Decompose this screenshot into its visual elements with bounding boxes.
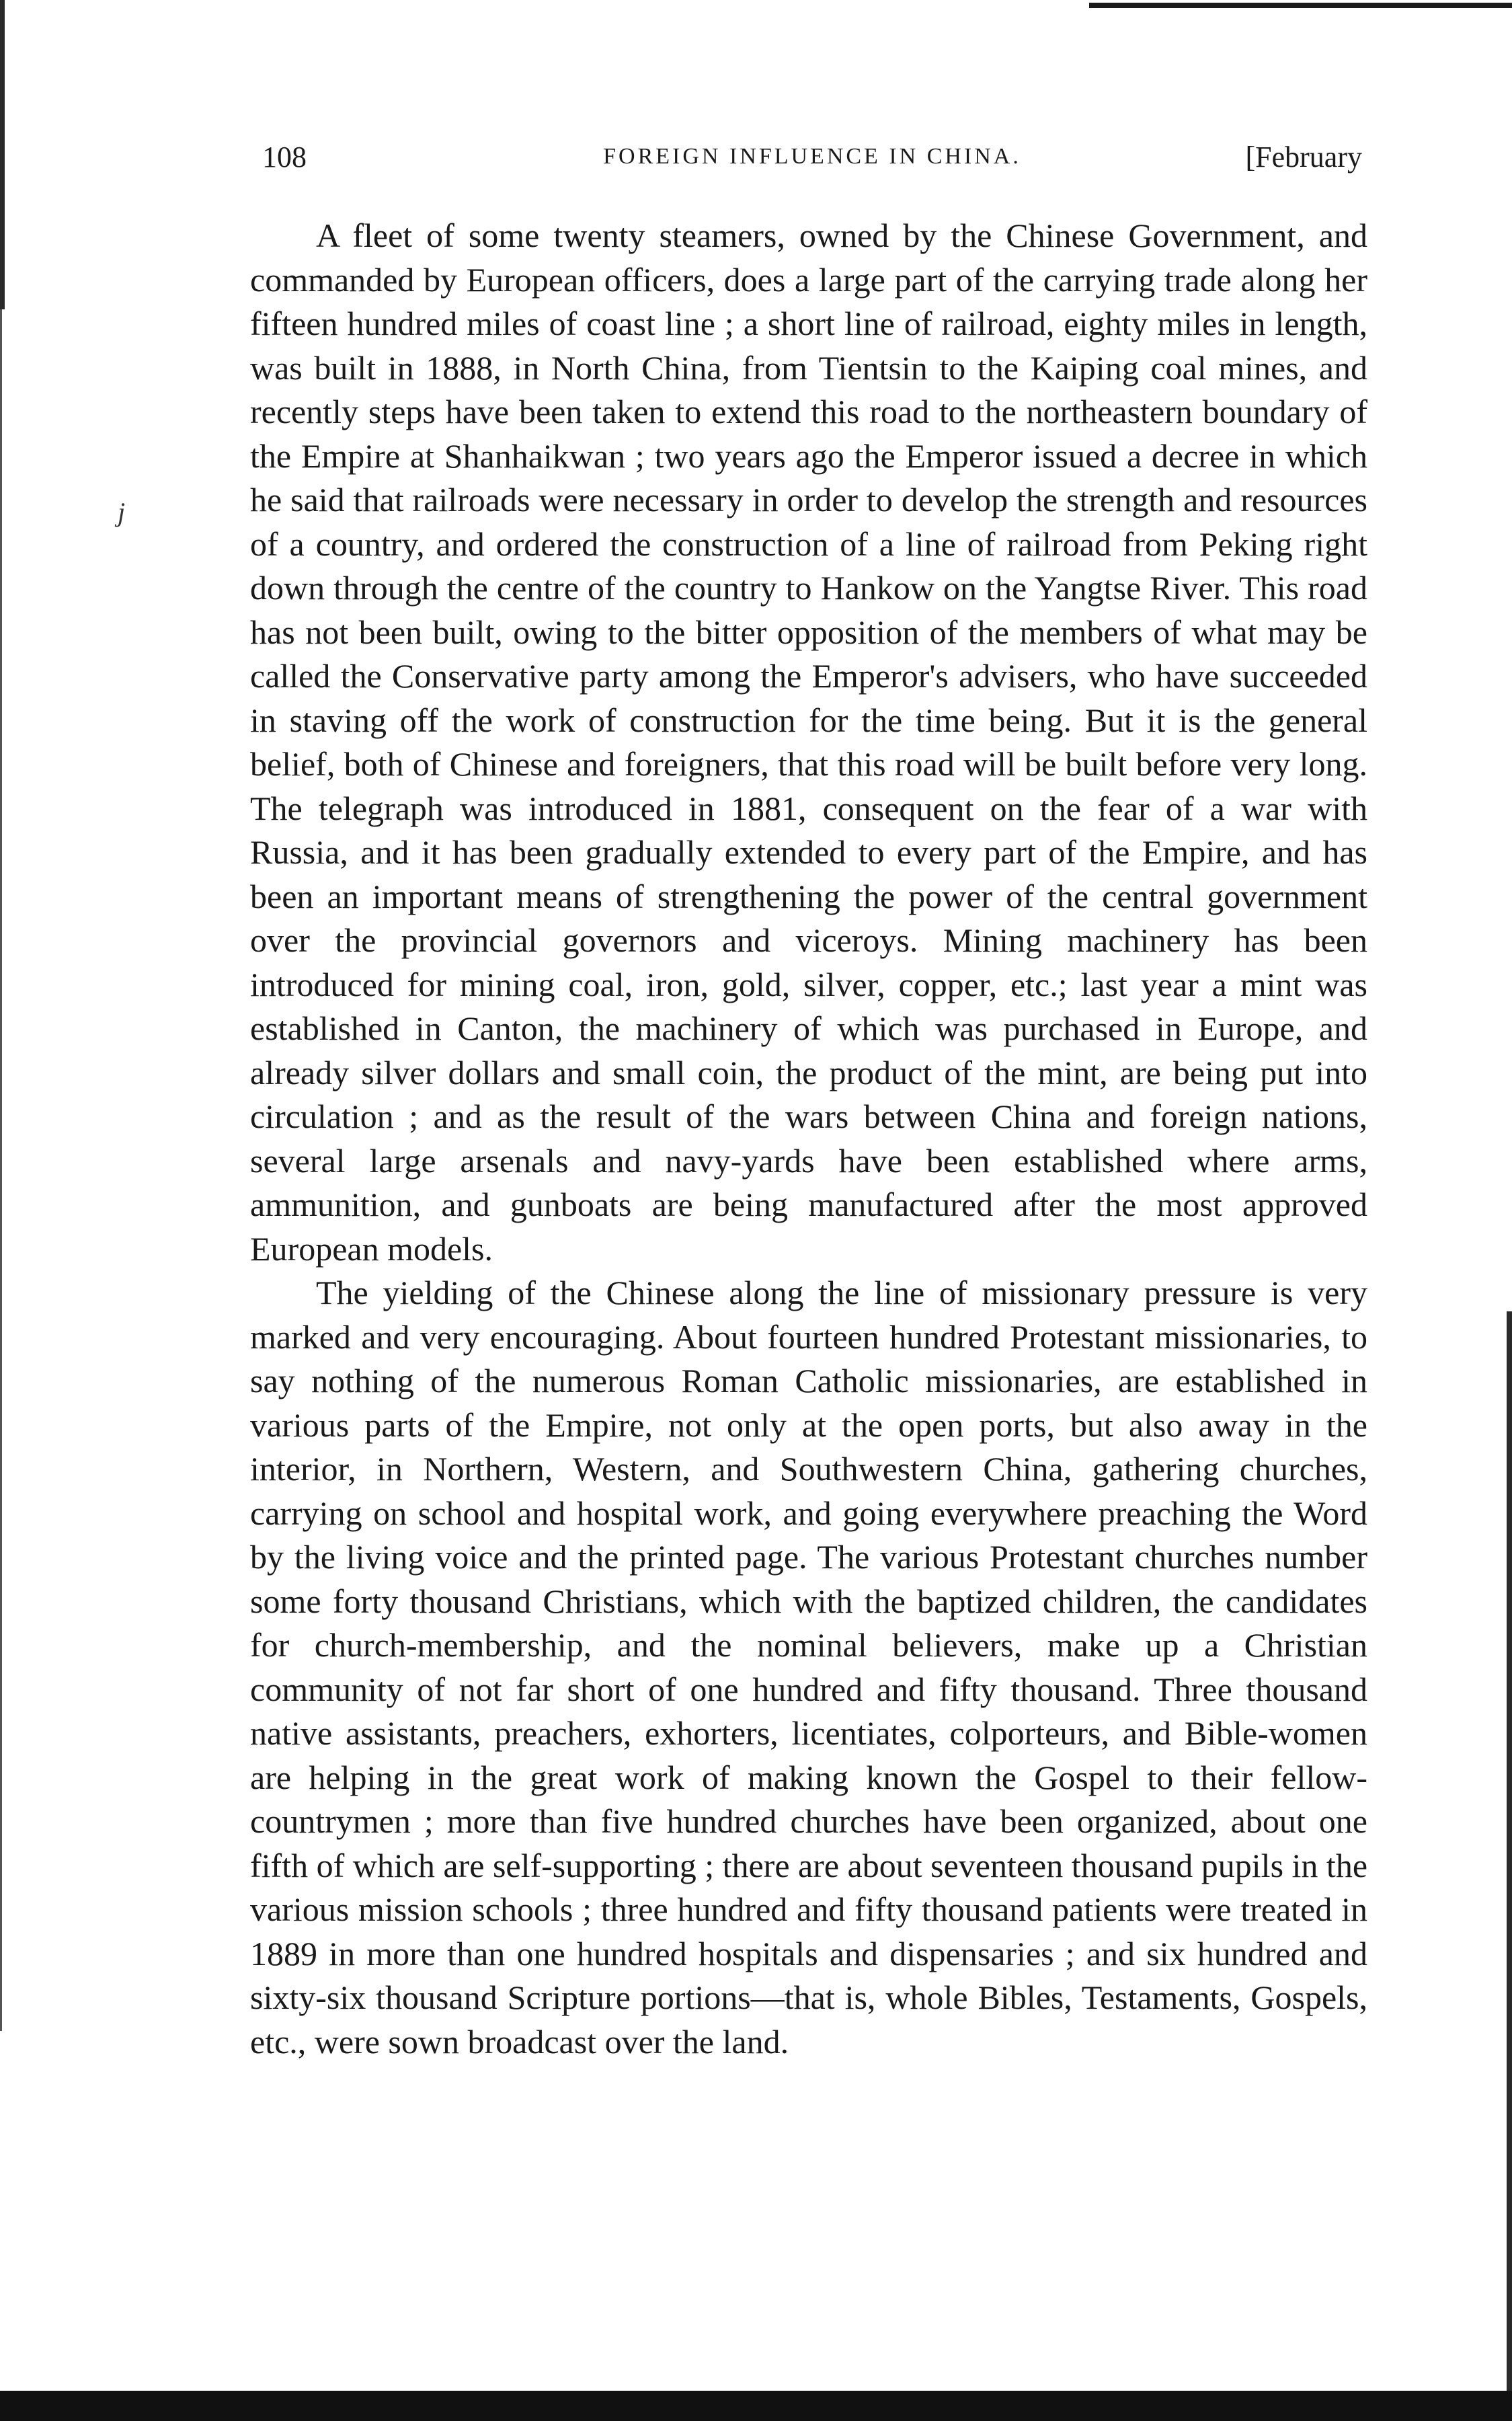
scan-left-edge-lower	[0, 309, 2, 2031]
article-body	[250, 214, 1367, 2064]
scan-top-edge	[1089, 3, 1512, 8]
scan-bottom-edge	[0, 2391, 1512, 2421]
page-number: 108	[262, 141, 307, 174]
running-date: [February	[1245, 141, 1362, 174]
paragraph-1: A fleet of some twenty steamers, owned by the Chinese Government, and commanded by European officers, does a large part of the carrying trade along her fifteen hundred miles of coast line ; a short line of railroad, eighty miles in length, was built in 1888, in North China, from Tientsin to the Kaiping coal mines, and recently steps have been taken to extend this road to the northeastern boundary of the Empire at Shanhaikwan ; two years ago the Emperor issued a decree in which he said that railroads were necessary in order to develop the strength and resources of a country, and ordered the construction of a line of railroad from Peking right down through the centre of the country to Hankow on the Yangtse River. This road has not been built, owing to the bitter opposition of the members of what may be called the Conservative party among the Emperor's advisers, who have succeeded in staving off the work of construction for the time being. But it is the general belief, both of Chinese and foreigners, that this road will be built before very long. The telegraph was introduced in 1881, consequent on the fear of a war with Russia, and it has been gradually extended to every part of the Empire, and has been an important means of strengthening the power of the central government over the provincial governors and viceroys. Mining machinery has been introduced for mining coal, iron, gold, silver, copper, etc.; last year a mint was established in Canton, the machinery of which was purchased in Europe, and already silver dollars and small coin, the product of the mint, are being put into circulation ; and as the result of the wars between China and foreign nations, several large arsenals and navy-yards have been established where arms, ammunition, and gunboats are being manufactured after the most approved European models.	[250, 217, 1367, 1268]
running-title: FOREIGN INFLUENCE IN CHINA.	[603, 144, 1021, 169]
margin-mark: j	[118, 497, 126, 527]
paragraph-2: The yielding of the Chinese along the line of missionary pressure is very marked and very encouraging. About fourteen hundred Protestant missionaries, to say nothing of the numerous Roman Catholic missionaries, are established in various parts of the Empire, not only at the open ports, but also away in the interior, in Northern, Western, and Southwestern China, gathering churches, carrying on school and hospital work, and going everywhere preaching the Word by the living voice and the printed page. The various Protestant churches number some forty thousand Christians, which with the baptized children, the candidates for church-membership, and the nominal believers, make up a Christian community of not far short of one hundred and fifty thousand. Three thousand native assistants, preachers, exhorters, licentiates, colporteurs, and Bible-women are helping in the great work of making known the Gospel to their fellow-countrymen ; more than five hundred churches have been organized, about one fifth of which are self-supporting ; there are about seventeen thousand pupils in the various mission schools ; three hundred and fifty thousand patients were treated in 1889 in more than one hundred hospitals and dispensaries ; and six hundred and sixty-six thousand Scripture portions—that is, whole Bibles, Testaments, Gospels, etc., were sown broadcast over the land.	[250, 1274, 1368, 2061]
page-header	[262, 140, 1362, 180]
scan-left-edge	[0, 0, 5, 309]
scan-right-edge	[1507, 1311, 1512, 2421]
